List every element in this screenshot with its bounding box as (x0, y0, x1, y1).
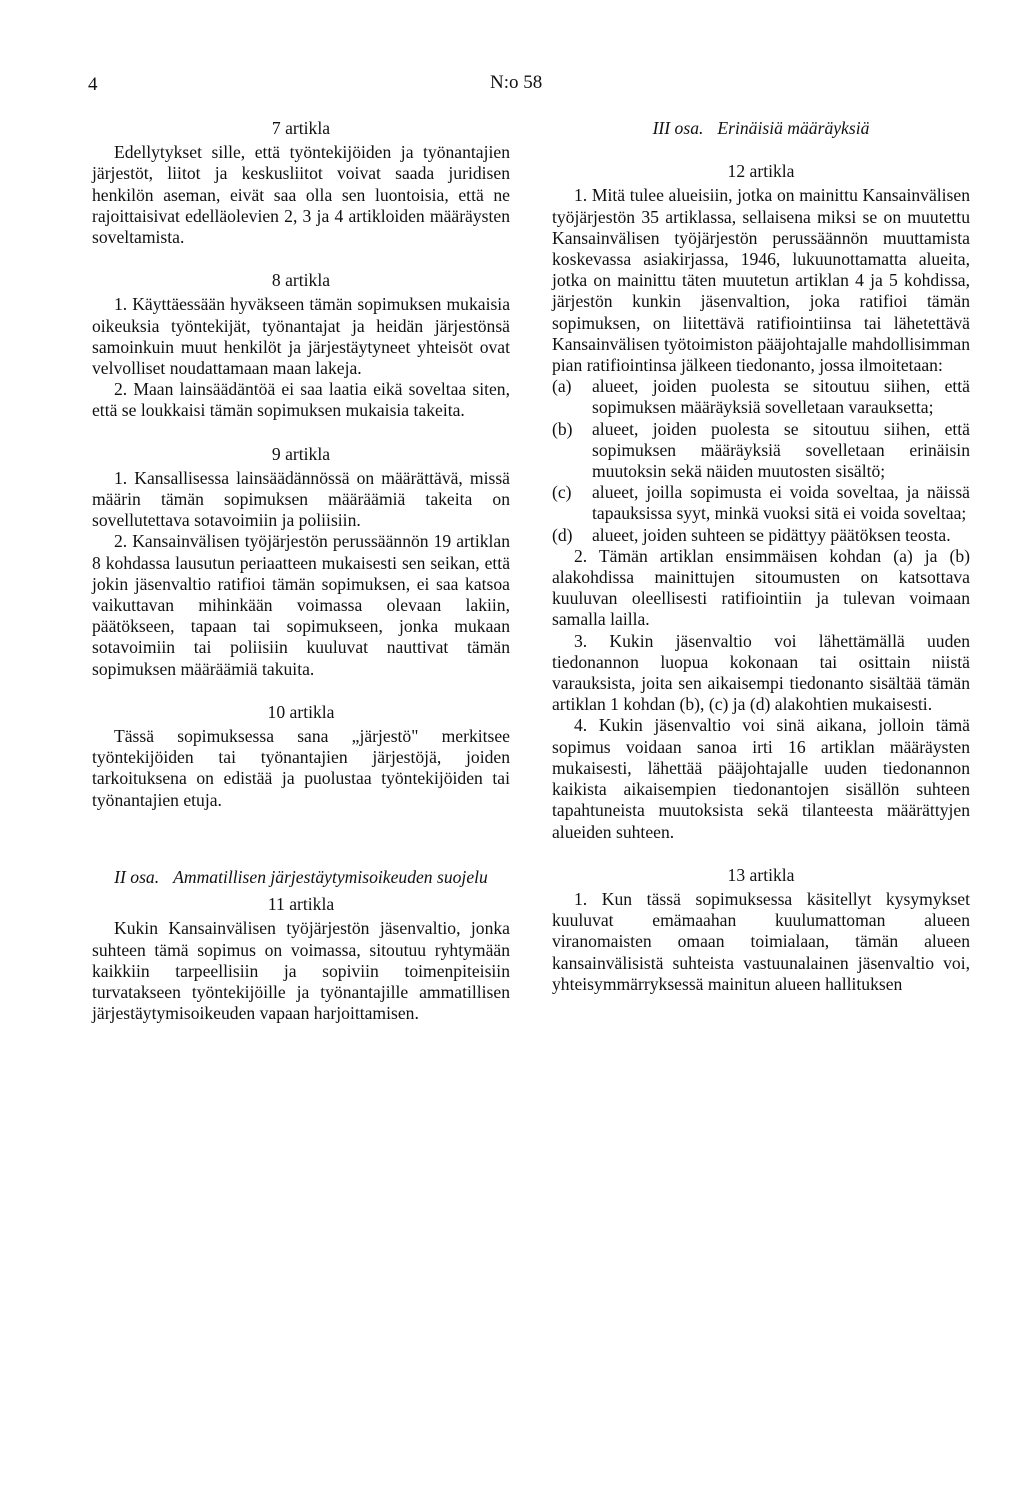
left-column (92, 118, 510, 1024)
article-8-paragraph-1: 1. Käyttäessään hyväkseen tämän sopimuksen mukaisia oikeuksia työntekijät, työnantajat ja heidän järjestönsä samoinkuin muut henkilöt ja järjestäytyneet yhteisöt ovat velvolliset noudattamaan maan lakeja. (92, 294, 510, 379)
right-column (552, 118, 970, 995)
spacer (92, 680, 510, 702)
page-header: N:o 58 (490, 72, 543, 93)
part-2-number: II osa. (114, 866, 160, 887)
list-item (552, 419, 970, 483)
spacer (92, 248, 510, 270)
article-11-heading: 11 artikla (267, 894, 335, 915)
part-3-heading (552, 118, 970, 139)
part-2-heading (92, 867, 510, 888)
article-8-heading: 8 artikla (271, 270, 331, 291)
list-item (552, 525, 970, 546)
page-number: 4 (88, 74, 98, 95)
list-item (552, 482, 970, 524)
article-7-heading: 7 artikla (271, 118, 331, 138)
spacer (552, 843, 970, 865)
list-item-text: alueet, joiden puolesta se sitoutuu siihen, että sopimuksen määräyksiä sovelletaan erinäisin muutoksin sekä näiden muutosten sisältö; (592, 418, 970, 482)
spacer (552, 145, 970, 161)
list-item-text: alueet, joiden puolesta se sitoutuu siihen, että sopimuksen määräyksiä sovelletaan varauksetta; (592, 376, 970, 418)
article-13-heading: 13 artikla (727, 864, 795, 885)
spacer (92, 422, 510, 444)
article-12-paragraph-4: 4. Kukin jäsenvaltio voi sinä aikana, jolloin tämä sopimus voidaan sanoa irti 16 artiklan määräysten mukaisesti, lähettää pääjohtajalle uuden tiedonannon kaikista aikaisempien tiedonantojen sisällön suhteen tapahtuneista muutoksista sekä tilanteesta määrättyjen alueiden suhteen. (552, 715, 970, 842)
part-3-title: Erinäisiä määräyksiä (717, 118, 870, 138)
list-item-text: alueet, joiden suhteen se pidättyy päätöksen teosta. (592, 524, 951, 545)
list-item-label: (c) (552, 482, 572, 503)
list-item-text: alueet, joilla sopimusta ei voida soveltaa, ja näissä tapauksissa syyt, minkä vuoksi sitä ei voida soveltaa; (592, 482, 970, 524)
part-2-title: Ammatillisen järjestäytymisoikeuden suojelu (173, 866, 488, 887)
article-9-heading: 9 artikla (271, 443, 331, 464)
list-item-label: (b) (552, 418, 573, 439)
article-10-heading: 10 artikla (267, 701, 335, 722)
article-12-paragraph-3: 3. Kukin jäsenvaltio voi lähettämällä uuden tiedonannon luopua kokonaan tai osittain niistä varauksista, joita sen aikaisempi tiedonanto sisältää tämän artiklan 1 kohdan (b), (c) ja (d) alakohtien mukaisesti. (552, 630, 970, 715)
article-9-paragraph-2: 2. Kansainvälisen työjärjestön perussäännön 19 artiklan 8 kohdassa lausutun periaatteen mukaisesti sen seikan, että jokin jäsenvaltio ratifioi tämän sopimuksen, ei saa katsoa vaikuttavan mihinkään voimassa olevaan lakiin, päätökseen, tapaan tai sopimukseen, jonka mukaan sotavoimiin tai poliisiin kuuluvat nauttivat tämän sopimuksen määräämiä takuita. (92, 531, 510, 679)
article-12-paragraph-1: 1. Mitä tulee alueisiin, jotka on mainittu Kansainvälisen työjärjestön 35 artiklassa, sellaisena miksi se on muutettu Kansainvälisen työjärjestön perussäännön muuttamista koskevassa asiakirjassa, 1946, lukuunottamatta alueita, jotka on mainittu täten muutetun artiklan 4 ja 5 kohdissa, järjestön kunkin jäsenvaltion, joka ratifioi tämän sopimuksen, on liitettävä ratifiointiinsa tai lähetettävä Kansainvälisen työtoimiston pääjohtajalle mahdollisimman pian ratifiointinsa jälkeen tiedonanto, jossa ilmoitetaan: (552, 185, 970, 376)
article-9-paragraph-1: 1. Kansallisessa lainsäädännössä on määrättävä, missä määrin tämän sopimuksen määräämiä takeita on sovellutettava sotavoimiin ja poliisiin. (92, 467, 510, 531)
article-12-heading: 12 artikla (727, 161, 795, 182)
article-7-paragraph-1: Edellytykset sille, että työntekijöiden ja työnantajien järjestöt, liitot ja keskusliitot voivat saada juridisen henkilön aseman, eivät saa olla sen luontoisia, että ne rajoittaisivat edelläolevien 2, 3 ja 4 artikloiden määräysten soveltamista. (92, 142, 510, 248)
article-8-paragraph-2: 2. Maan lainsäädäntöä ei saa laatia eikä soveltaa siten, että se loukkaisi tämän sopimuksen mukaisia takeita. (92, 379, 510, 421)
part-3-number: III osa. (652, 118, 704, 138)
list-item-label: (d) (552, 524, 573, 545)
list-item-label: (a) (552, 376, 572, 397)
list-item (552, 376, 970, 418)
article-12-paragraph-2: 2. Tämän artiklan ensimmäisen kohdan (a) ja (b) alakohdissa mainittujen sitoumusten on katsottava kuuluvan oleellisesti ratifiointiin ja tulevan voimaan samalla lailla. (552, 545, 970, 630)
spacer (92, 811, 510, 867)
article-13-paragraph-1: 1. Kun tässä sopimuksessa käsitellyt kysymykset kuuluvat emämaahan kuulumattoman alueen viranomaisten omaan toimialaan, tämän alueen kansainvälisistä suhteista vastuunalainen jäsenvaltio voi, yhteisymmärryksessä mainitun alueen hallituksen (552, 888, 970, 994)
article-10-paragraph-1: Tässä sopimuksessa sana „järjestö" merkitsee työntekijöiden tai työnantajien järjestöjä, joiden tarkoituksena on edistää ja puolustaa työntekijöiden tai työnantajien etuja. (92, 726, 510, 810)
article-11-paragraph-1: Kukin Kansainvälisen työjärjestön jäsenvaltio, jonka suhteen tämä sopimus on voimassa, sitoutuu ryhtymään kaikkiin tarpeellisiin ja sopiviin toimenpiteisiin turvatakseen työntekijöille ja työnantajille ammatillisen järjestäytymisoikeuden vapaan harjoittamisen. (92, 918, 510, 1024)
